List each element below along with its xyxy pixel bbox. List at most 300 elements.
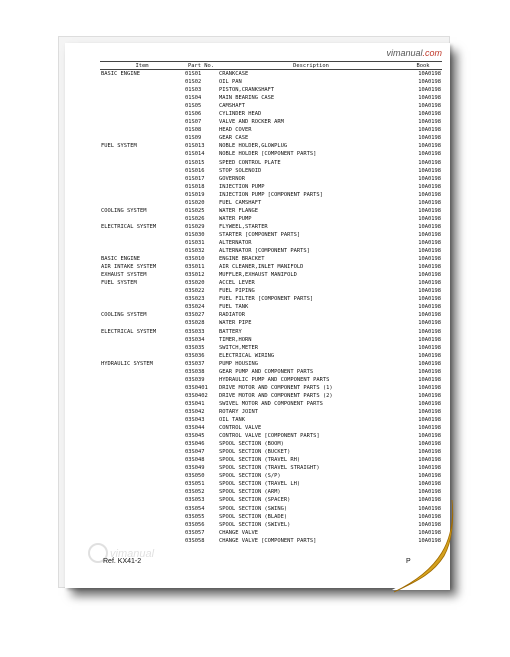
cell-item (100, 319, 184, 327)
cell-description: ACCEL LEVER (219, 280, 255, 287)
cell-item: BASIC ENGINE (101, 71, 140, 77)
cell-item (100, 295, 184, 303)
cell-book: 10A0198 (418, 481, 441, 488)
cell-part-no: 03S024 (185, 304, 205, 311)
cell-part-no: 03S035 (185, 344, 205, 351)
cell-book: 10A0198 (418, 513, 441, 520)
table-row (100, 295, 442, 303)
cell-book: 10A0198 (418, 207, 441, 214)
cell-part-no: 03S028 (185, 320, 205, 327)
cell-part-no: 01S016 (185, 167, 205, 174)
cell-item (100, 118, 184, 126)
cell-part-no: 01S03 (185, 87, 202, 94)
cell-book: 10A0198 (418, 368, 441, 375)
cell-item: FUEL SYSTEM (101, 143, 137, 150)
cell-book: 10A0198 (418, 127, 441, 134)
cell-part-no: 03S054 (185, 505, 205, 512)
watermark-domain: .com (422, 48, 442, 58)
cell-book: 10A0198 (418, 344, 441, 351)
cell-item (100, 368, 184, 376)
cell-book: 10A0198 (418, 304, 441, 311)
cell-part-no: 03S051 (185, 481, 205, 488)
cell-part-no: 03S053 (185, 497, 205, 504)
cell-description: SWITCH,METER (219, 344, 258, 351)
cell-description: OIL PAN (219, 79, 242, 86)
cell-book: 10A0198 (418, 256, 441, 263)
table-row (100, 159, 442, 167)
cell-book: 10A0198 (418, 529, 441, 536)
table-row (100, 231, 442, 239)
cell-book: 10A0198 (418, 95, 441, 102)
cell-item: BASIC ENGINE (101, 256, 140, 263)
cell-description: SWIVEL MOTOR AND COMPONENT PARTS (219, 400, 323, 407)
cell-book: 10A0198 (418, 159, 441, 166)
cell-item: HYDRAULIC SYSTEM (101, 360, 153, 367)
table-row (100, 215, 442, 223)
cell-item (100, 521, 184, 529)
cell-part-no: 01S017 (185, 175, 205, 182)
cell-description: STOP SOLENOID (219, 167, 262, 174)
cell-item (100, 496, 184, 504)
cell-item: COOLING SYSTEM (101, 207, 147, 214)
cell-book: 10A0198 (418, 215, 441, 222)
cell-part-no: 03S043 (185, 417, 205, 424)
table-row (100, 191, 442, 199)
cell-description: GEAR PUMP AND COMPONENT PARTS (219, 368, 314, 375)
cell-description: CONTROL VALVE (219, 425, 262, 432)
cell-item (100, 247, 184, 255)
table-body (100, 70, 442, 545)
cell-book: 10A0198 (418, 457, 441, 464)
table-row (100, 255, 442, 263)
cell-item (100, 456, 184, 464)
cell-item (100, 529, 184, 537)
header-item: Item (100, 62, 184, 70)
table-row (100, 118, 442, 126)
cell-part-no: 01S018 (185, 183, 205, 190)
cell-book: 10A0198 (418, 328, 441, 335)
cell-part-no: 03S045 (185, 433, 205, 440)
cell-item (100, 110, 184, 118)
table-row (100, 207, 442, 215)
cell-book: 10A0198 (418, 175, 441, 182)
cell-item: COOLING SYSTEM (101, 312, 147, 319)
cell-description: FLYWEEL,STARTER (219, 223, 268, 230)
table-row (100, 167, 442, 175)
cell-part-no: 01S014 (185, 151, 205, 158)
cell-description: CHANGE VALVE [COMPONENT PARTS] (219, 537, 317, 544)
cell-book: 10A0198 (418, 312, 441, 319)
table-row (100, 448, 442, 456)
table-row (100, 392, 442, 400)
cell-part-no: 01S07 (185, 119, 202, 126)
table-row (100, 223, 442, 231)
cell-book: 10A0198 (418, 320, 441, 327)
watermark-brand: vimanual (386, 48, 423, 58)
cell-description: INJECTION PUMP [COMPONENT PARTS] (219, 191, 323, 198)
table-row (100, 328, 442, 336)
cell-description: RADIATOR (219, 312, 245, 319)
table-row (100, 440, 442, 448)
table-row (100, 464, 442, 472)
page-curl-icon[interactable] (390, 500, 462, 600)
cell-item (100, 215, 184, 223)
cell-book: 10A0198 (418, 272, 441, 279)
cell-item (100, 199, 184, 207)
cell-item (100, 472, 184, 480)
cell-part-no: 03S023 (185, 296, 205, 303)
table-row (100, 344, 442, 352)
header-description: Description (218, 62, 404, 70)
cell-item (100, 392, 184, 400)
cell-book: 10A0198 (418, 497, 441, 504)
cell-book: 10A0198 (418, 433, 441, 440)
cell-book: 10A0198 (418, 425, 441, 432)
table-row (100, 416, 442, 424)
watermark-logo (386, 48, 442, 58)
table-row (100, 368, 442, 376)
cell-book: 10A0198 (418, 417, 441, 424)
cell-part-no: 03S039 (185, 376, 205, 383)
cell-book: 10A0198 (418, 71, 441, 77)
cell-part-no: 01S029 (185, 223, 205, 230)
cell-part-no: 03S036 (185, 352, 205, 359)
cell-book: 10A0198 (418, 352, 441, 359)
cell-book: 10A0198 (418, 408, 441, 415)
cell-item: EXHAUST SYSTEM (101, 272, 147, 279)
cell-book: 10A0198 (418, 87, 441, 94)
table-row (100, 110, 442, 118)
cell-part-no: 03S042 (185, 408, 205, 415)
cell-item: AIR INTAKE SYSTEM (101, 264, 157, 271)
table-row (100, 287, 442, 295)
cell-book: 10A0198 (418, 199, 441, 206)
cell-description: SPOOL SECTION (BOOM) (219, 441, 284, 448)
table-row (100, 384, 442, 392)
cell-book: 10A0198 (418, 521, 441, 528)
cell-item (100, 231, 184, 239)
cell-part-no: 03S034 (185, 336, 205, 343)
cell-part-no: 03S046 (185, 441, 205, 448)
table-row (100, 102, 442, 110)
table-row (100, 175, 442, 183)
cell-item (100, 183, 184, 191)
cell-part-no: 03S010 (185, 256, 205, 263)
cell-description: MAIN BEARING CASE (219, 95, 275, 102)
cell-description: CRANKCASE (219, 71, 249, 77)
table-row (100, 480, 442, 488)
cell-part-no: 01S09 (185, 135, 202, 142)
cell-book: 10A0198 (418, 473, 441, 480)
cell-part-no: 01S013 (185, 143, 205, 150)
cell-part-no: 03S058 (185, 537, 205, 544)
cell-book: 10A0198 (418, 489, 441, 496)
cell-item (100, 134, 184, 142)
cell-description: OIL TANK (219, 417, 245, 424)
cell-part-no: 03S0401 (185, 384, 208, 391)
cell-part-no: 03S056 (185, 521, 205, 528)
cell-book: 10A0198 (418, 505, 441, 512)
cell-book: 10A0198 (418, 537, 441, 544)
cell-book: 10A0198 (418, 264, 441, 271)
table-row (100, 142, 442, 150)
cell-book: 10A0198 (418, 296, 441, 303)
cell-part-no: 01S025 (185, 207, 205, 214)
table-row (100, 424, 442, 432)
cell-description: VALVE AND ROCKER ARM (219, 119, 284, 126)
cell-part-no: 03S057 (185, 529, 205, 536)
cell-description: CAMSHAFT (219, 103, 245, 110)
cell-item (100, 537, 184, 545)
cell-part-no: 03S033 (185, 328, 205, 335)
cell-book: 10A0198 (418, 288, 441, 295)
table-row (100, 303, 442, 311)
cell-description: HYDRAULIC PUMP AND COMPONENT PARTS (219, 376, 330, 383)
cell-part-no: 01S020 (185, 199, 205, 206)
cell-description: HEAD COVER (219, 127, 252, 134)
footer-ref: Ref. KX41-2 (103, 558, 142, 565)
cell-description: SPOOL SECTION (TRAVEL STRAIGHT) (219, 465, 320, 472)
cell-item (100, 424, 184, 432)
cell-item (100, 239, 184, 247)
cell-part-no: 03S011 (185, 264, 205, 271)
cell-item (100, 102, 184, 110)
cell-part-no: 03S055 (185, 513, 205, 520)
table-row (100, 376, 442, 384)
cell-part-no: 03S0402 (185, 392, 208, 399)
cell-part-no: 03S012 (185, 272, 205, 279)
cell-item (100, 432, 184, 440)
cell-part-no: 01S04 (185, 95, 202, 102)
cell-part-no: 01S06 (185, 111, 202, 118)
cell-description: ALTERNATOR [COMPONENT PARTS] (219, 248, 310, 255)
cell-item: FUEL SYSTEM (101, 280, 137, 287)
cell-description: WATER PUMP (219, 215, 252, 222)
cell-book: 10A0198 (418, 384, 441, 391)
table-row (100, 336, 442, 344)
cell-book: 10A0198 (418, 111, 441, 118)
table-row (100, 319, 442, 327)
cell-part-no: 03S022 (185, 288, 205, 295)
cell-book: 10A0198 (418, 248, 441, 255)
cell-item (100, 86, 184, 94)
table-row (100, 408, 442, 416)
cell-part-no: 01S026 (185, 215, 205, 222)
cell-part-no: 01S05 (185, 103, 202, 110)
cell-item (100, 480, 184, 488)
cell-item (100, 287, 184, 295)
cell-item (100, 159, 184, 167)
cell-item (100, 505, 184, 513)
cell-item (100, 167, 184, 175)
cell-part-no: 03S052 (185, 489, 205, 496)
cell-part-no: 03S044 (185, 425, 205, 432)
cell-item (100, 191, 184, 199)
cell-part-no: 03S048 (185, 457, 205, 464)
watermark-bottom-text: vimanual (110, 548, 155, 560)
table-row (100, 239, 442, 247)
cell-item (100, 400, 184, 408)
cell-item (100, 448, 184, 456)
cell-part-no: 01S030 (185, 231, 205, 238)
cell-part-no: 01S08 (185, 127, 202, 134)
cell-book: 10A0198 (418, 239, 441, 246)
cell-item (100, 464, 184, 472)
cell-item (100, 408, 184, 416)
cell-item (100, 416, 184, 424)
cell-description: GOVERNOR (219, 175, 245, 182)
cell-description: WATER PIPE (219, 320, 252, 327)
cell-description: AIR CLEANER,INLET MANIFOLD (219, 264, 304, 271)
table-row (100, 311, 442, 319)
cell-book: 10A0198 (418, 392, 441, 399)
cell-part-no: 03S049 (185, 465, 205, 472)
cell-book: 10A0198 (418, 79, 441, 86)
cell-item (100, 150, 184, 158)
table-row (100, 456, 442, 464)
cell-item (100, 384, 184, 392)
cell-book: 10A0198 (418, 223, 441, 230)
cell-part-no: 03S038 (185, 368, 205, 375)
cell-description: FUEL CAMSHAFT (219, 199, 262, 206)
cell-description: ROTARY JOINT (219, 408, 258, 415)
cell-book: 10A0198 (418, 400, 441, 407)
table-row (100, 150, 442, 158)
cell-item (100, 376, 184, 384)
cell-book: 10A0198 (418, 183, 441, 190)
table-row (100, 472, 442, 480)
table-row (100, 199, 442, 207)
cell-description: SPOOL SECTION (SWING) (219, 505, 288, 512)
table-row (100, 86, 442, 94)
cell-description: DRIVE MOTOR AND COMPONENT PARTS (1) (219, 384, 333, 391)
cell-description: BATTERY (219, 328, 242, 335)
cell-part-no: 01S015 (185, 159, 205, 166)
cell-description: CHANGE VALVE (219, 529, 258, 536)
cell-part-no: 03S020 (185, 280, 205, 287)
table-row (100, 134, 442, 142)
table-row (100, 183, 442, 191)
cell-item (100, 352, 184, 360)
cell-description: MUFFLER,EXHAUST MANIFOLD (219, 272, 297, 279)
cell-book: 10A0198 (418, 143, 441, 150)
cell-description: SPOOL SECTION (SWIVEL) (219, 521, 291, 528)
cell-description: NOBLE HOLDER [COMPONENT PARTS] (219, 151, 317, 158)
table-row (100, 94, 442, 102)
table-row (100, 70, 442, 79)
header-part-no: Part No. (184, 62, 218, 70)
cell-description: ELECTRICAL WIRING (219, 352, 275, 359)
cell-description: CYLINDER HEAD (219, 111, 262, 118)
cell-item (100, 513, 184, 521)
cell-book: 10A0198 (418, 360, 441, 367)
cell-part-no: 03S050 (185, 473, 205, 480)
cell-description: SPOOL SECTION (TRAVEL RH) (219, 457, 301, 464)
header-book: Book (404, 62, 442, 70)
cell-description: NOBLE HOLDER,GLOWPLUG (219, 143, 288, 150)
cell-part-no: 01S02 (185, 79, 202, 86)
cell-book: 10A0198 (418, 336, 441, 343)
cell-description: SPEED CONTROL PLATE (219, 159, 281, 166)
cell-description: ALTERNATOR (219, 239, 252, 246)
cell-book: 10A0198 (418, 119, 441, 126)
cell-description: SPOOL SECTION (TRAVEL LH) (219, 481, 301, 488)
cell-book: 10A0198 (418, 231, 441, 238)
cell-item (100, 303, 184, 311)
table-row (100, 263, 442, 271)
cell-book: 10A0198 (418, 280, 441, 287)
cell-description: GEAR CASE (219, 135, 249, 142)
cell-description: PISTON,CRANKSHAFT (219, 87, 275, 94)
table-row (100, 271, 442, 279)
cell-part-no: 03S037 (185, 360, 205, 367)
cell-item: ELECTRICAL SYSTEM (101, 328, 157, 335)
table-row (100, 360, 442, 368)
cell-part-no: 03S027 (185, 312, 205, 319)
table-row (100, 432, 442, 440)
cell-description: SPOOL SECTION (BLADE) (219, 513, 288, 520)
cell-book: 10A0198 (418, 103, 441, 110)
cell-item (100, 126, 184, 134)
table-row (100, 126, 442, 134)
cell-description: ENGINE BRACKET (219, 256, 265, 263)
cell-part-no: 01S031 (185, 239, 205, 246)
cell-item (100, 78, 184, 86)
cell-item (100, 175, 184, 183)
cell-item (100, 344, 184, 352)
cell-item (100, 440, 184, 448)
cell-description: FUEL FILTER [COMPONENT PARTS] (219, 296, 314, 303)
cell-description: FUEL PIPING (219, 288, 255, 295)
cell-description: WATER FLANGE (219, 207, 258, 214)
cell-book: 10A0198 (418, 465, 441, 472)
cell-part-no: 01S032 (185, 248, 205, 255)
cell-book: 10A0198 (418, 441, 441, 448)
cell-book: 10A0198 (418, 167, 441, 174)
cell-item (100, 94, 184, 102)
cell-part-no: 03S047 (185, 449, 205, 456)
cell-book: 10A0198 (418, 376, 441, 383)
cell-part-no: 03S041 (185, 400, 205, 407)
cell-description: CONTROL VALVE [COMPONENT PARTS] (219, 433, 320, 440)
cell-description: TIMER,HORN (219, 336, 252, 343)
cell-description: SPOOL SECTION (BUCKET) (219, 449, 291, 456)
cell-description: FUEL TANK (219, 304, 249, 311)
cell-description: STARTER [COMPONENT PARTS] (219, 231, 301, 238)
cell-part-no: 01S019 (185, 191, 205, 198)
cell-part-no: 01S01 (185, 71, 202, 77)
cell-description: SPOOL SECTION (ARM) (219, 489, 281, 496)
cell-book: 10A0198 (418, 449, 441, 456)
cell-item (100, 488, 184, 496)
cell-item: ELECTRICAL SYSTEM (101, 223, 157, 230)
parts-index-table (100, 61, 442, 545)
cell-description: DRIVE MOTOR AND COMPONENT PARTS (2) (219, 392, 333, 399)
cell-description: SPOOL SECTION (S/P) (219, 473, 281, 480)
footer-page-number: P (406, 558, 411, 565)
table-row (100, 488, 442, 496)
cell-book: 10A0198 (418, 191, 441, 198)
table-row (100, 247, 442, 255)
cell-description: INJECTION PUMP (219, 183, 265, 190)
cell-book: 10A0198 (418, 135, 441, 142)
cell-description: PUMP HOUSING (219, 360, 258, 367)
cell-item (100, 336, 184, 344)
table-row (100, 400, 442, 408)
table-row (100, 78, 442, 86)
table-row (100, 352, 442, 360)
table-header-row (100, 62, 442, 70)
